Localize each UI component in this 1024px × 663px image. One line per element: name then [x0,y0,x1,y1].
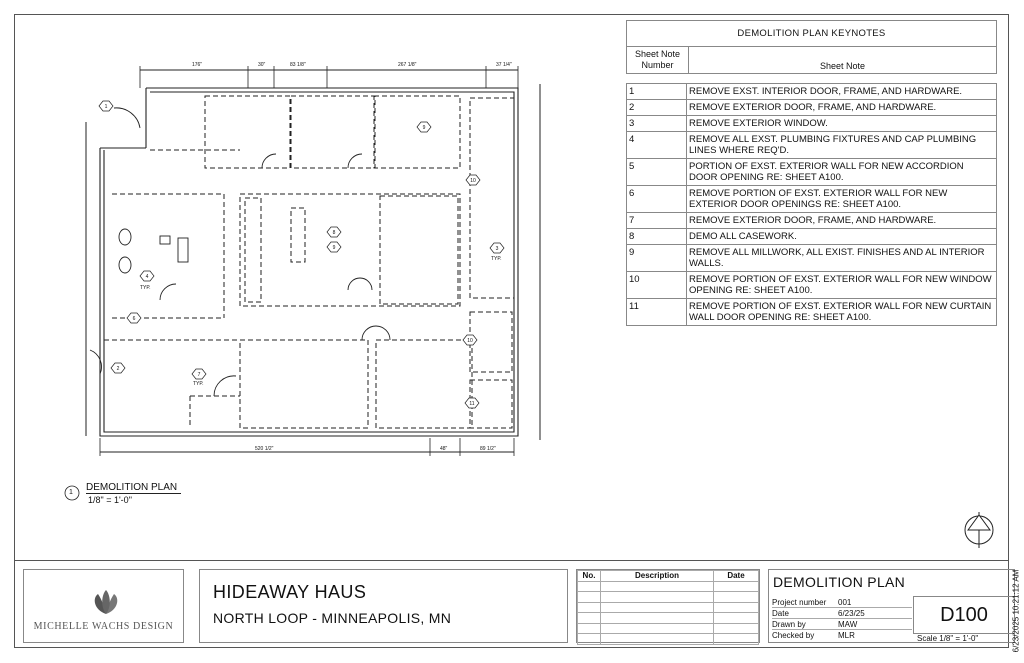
sheet-number: D100 [913,596,1015,634]
keynote-text: PORTION OF EXST. EXTERIOR WALL FOR NEW ACCORDION DOOR OPENING RE: SHEET A100. [689,161,964,183]
keynote-row [627,116,996,132]
rev-col-no: No. [578,571,601,582]
plumbing-fixtures [119,229,188,273]
scale-label: Scale [917,634,938,643]
typ-label-2: TYP. [491,256,502,262]
dim-top-5: 37 1/4" [496,62,512,68]
keynote-tag-3 [490,243,504,253]
keynote-row [627,100,996,116]
keynote-number: 11 [627,299,687,325]
rev-col-date: Date [714,571,759,582]
plan-title: DEMOLITION PLAN [86,482,181,494]
keynote-number: 3 [627,116,687,131]
project-number-row [772,598,912,608]
keynote-tag-9 [417,122,431,132]
svg-text:7: 7 [197,372,201,378]
keynote-number: 1 [627,84,687,99]
demolished-interior-walls [104,96,514,428]
keynotes-header [626,47,997,74]
dim-bottom-1: 520 1/2" [255,446,274,452]
keynote-number: 2 [627,100,687,115]
keynote-row [627,213,996,229]
svg-text:6: 6 [132,316,136,322]
date-row [772,609,912,619]
keynote-tag-8a [327,227,341,237]
print-timestamp [1009,568,1023,653]
keynote-row [627,245,996,272]
keynote-number: 7 [627,213,687,228]
keynote-text: REMOVE EXTERIOR DOOR, FRAME, AND HARDWARE. [689,102,937,113]
date-label: Date [772,609,789,618]
keynote-text: REMOVE PORTION OF EXST. EXTERIOR WALL FOR NEW WINDOW OPENING RE: SHEET A100. [689,274,992,296]
project-name: HIDEAWAY HAUS [213,582,367,602]
dim-top-3: 83 1/8" [290,62,306,68]
svg-text:9: 9 [422,125,426,131]
dim-bottom-2: 48" [440,446,448,452]
keynote-row [627,84,996,100]
svg-text:4: 4 [145,274,149,280]
drawn-by-row [772,620,912,630]
dim-top-4: 267 1/8" [398,62,417,68]
keynote-number: 8 [627,229,687,244]
keynotes-col-note: Sheet Note [819,61,866,71]
plan-scale: 1/8" = 1'-0" [88,495,132,505]
keynote-tag-8b [327,242,341,252]
keynote-text: REMOVE EXTERIOR WINDOW. [689,118,828,129]
keynote-row [627,132,996,159]
scale-row [917,634,978,643]
project-number-value: 001 [838,598,852,607]
typ-label-1: TYP. [140,285,151,291]
drawn-by-label: Drawn by [772,620,806,629]
drawn-by-value: MAW [838,620,858,629]
svg-text:11: 11 [469,401,475,407]
keynotes-table [626,20,997,326]
keynotes-body [626,83,997,326]
svg-text:3: 3 [495,246,499,252]
exterior-walls [100,88,518,436]
keynote-text: REMOVE PORTION OF EXST. EXTERIOR WALL FOR NEW EXTERIOR DOOR OPENINGS RE: SHEET A100. [689,188,948,210]
checked-by-row [772,631,912,640]
svg-text:10: 10 [470,178,476,184]
keynote-tag-1 [99,101,113,111]
print-timestamp-text: 6/23/2025 10:21:12 AM [1011,569,1021,652]
keynote-text: REMOVE EXTERIOR DOOR, FRAME, AND HARDWARE. [689,215,937,226]
sheet-title: DEMOLITION PLAN [773,574,906,590]
keynote-text: REMOVE PORTION OF EXST. EXTERIOR WALL FOR NEW CURTAIN WALL DOOR OPENING RE: SHEET A100. [689,301,992,323]
svg-text:2: 2 [116,366,120,372]
keynote-tag-11 [465,398,479,408]
checked-by-label: Checked by [772,631,815,640]
keynote-tag-6 [127,313,141,323]
project-location: NORTH LOOP - MINNEAPOLIS, MN [213,610,452,626]
svg-text:9: 9 [332,245,336,251]
dim-bottom-3: 89 1/2" [480,446,496,452]
checked-by-value: MLR [838,631,855,640]
project-number-label: Project number [772,598,827,607]
dim-top-2: 30" [258,62,266,68]
keynote-text: DEMO ALL CASEWORK. [689,231,797,242]
leaf-logo-icon [86,588,126,618]
keynote-text: REMOVE ALL MILLWORK, ALL EXIST. FINISHES AND AL INTERIOR WALLS. [689,247,985,269]
typ-label-3: TYP. [193,381,204,387]
dim-top-1: 176" [192,62,203,68]
firm-name: MICHELLE WACHS DESIGN [33,621,174,632]
svg-text:8: 8 [332,230,336,236]
keynote-tag-10a [466,175,480,185]
detail-number: 1 [69,489,73,496]
keynote-row [627,229,996,245]
keynote-number: 9 [627,245,687,271]
firm-logo [23,569,184,643]
revision-table [576,569,760,643]
keynotes-col-number: Sheet Note Number [627,47,689,73]
title-block [14,560,1009,649]
date-value: 6/23/25 [838,609,865,618]
keynote-tag-2 [111,363,125,373]
keynote-tags [65,101,504,500]
keynote-number: 6 [627,186,687,212]
keynote-text: REMOVE ALL EXST. PLUMBING FIXTURES AND CAP PLUMBING LINES WHERE REQ'D. [689,134,977,156]
keynote-tag-7 [192,369,206,379]
keynote-row [627,299,996,326]
keynote-row [627,272,996,299]
project-info [199,569,568,643]
sheet-info [768,569,1015,643]
keynote-number: 10 [627,272,687,298]
keynote-tag-4 [140,271,154,281]
rev-col-description: Description [601,571,714,582]
north-arrow [965,512,993,548]
keynote-tag-10b [463,335,477,345]
keynote-row [627,186,996,213]
keynote-row [627,159,996,186]
scale-value: 1/8" = 1'-0" [939,634,979,643]
svg-text:10: 10 [467,338,473,344]
svg-text:1: 1 [104,104,108,110]
keynote-number: 5 [627,159,687,185]
keynotes-title: DEMOLITION PLAN KEYNOTES [626,20,997,47]
keynote-number: 4 [627,132,687,158]
keynote-text: REMOVE EXST. INTERIOR DOOR, FRAME, AND HARDWARE. [689,86,963,97]
